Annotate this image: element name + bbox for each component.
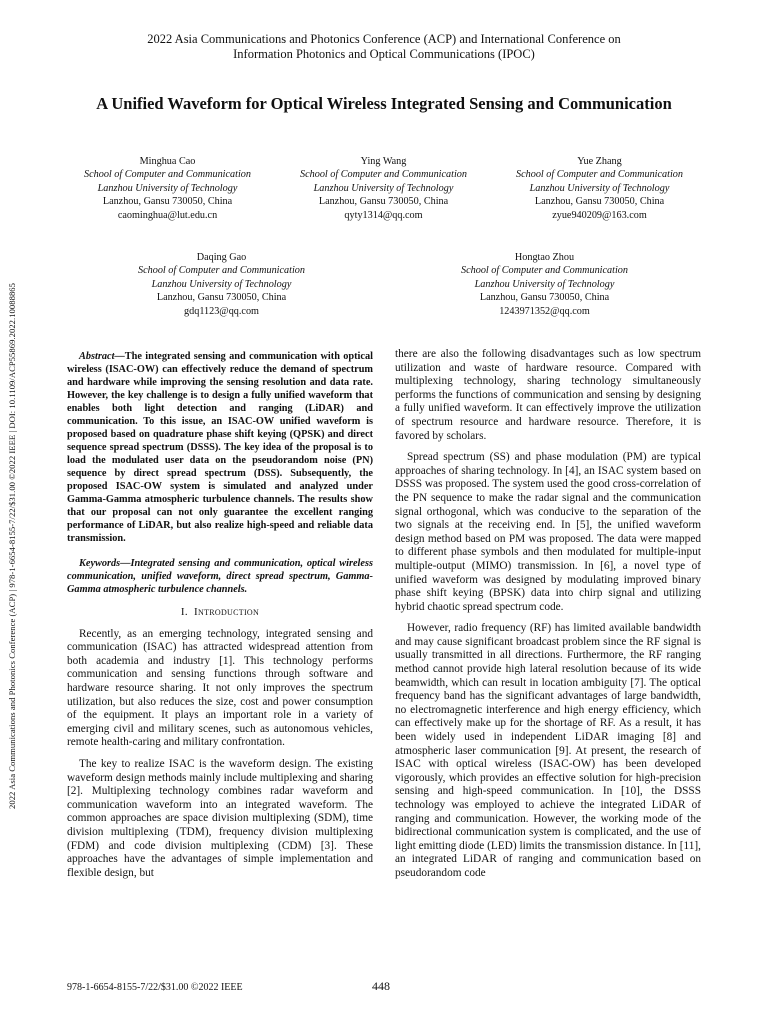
paragraph: there are also the following disadvantages such as low spectrum utilization and waste of hardware resource. Compared with multiplexing technology, sharing technology simultaneously performs the functions of communication and sensing by designing a fully unified waveform. It can effectively improve the utilization of spectrum resource and hardware resource. Therefore, it is favored by scholars.: [395, 348, 701, 442]
abstract: [67, 350, 373, 545]
author-university: Lanzhou University of Technology: [151, 278, 292, 290]
author-affiliation: School of Computer and Communication: [138, 265, 305, 277]
paragraph: Spread spectrum (SS) and phase modulation (PM) are typical approaches of sharing technology. In [4], an ISAC system based on DSSS was proposed. The system used the good cross-correlation of the PN sequence to make the radar signal and the communication signal orthogonal, which was conducive to the separation of the two signals at the receiving end. In [5], the unified waveform design method based on PM was proposed. The data were mapped to different phase symbols and then modulated for multiple-input multiple-output (MIMO) transmission. In [6], a novel type of unified waveform was designed by modulating improved binary phase shift keying (BPSK) data into chirp signal and utilizing hybrid chaotic spread spectrum code.: [395, 451, 701, 613]
author-address: Lanzhou, Gansu 730050, China: [102, 196, 233, 208]
paragraph: Recently, as an emerging technology, integrated sensing and communication (ISAC) has attracted widespread attention from both academia and industry [1]. This technology performs communication and sensing functions through software and hardware resource sharing. It not only improves the spectrum utilization, but also reduces the size, cost and power consumption of the equipment. It plays an important role in a variety of emerging civil and military scenes, such as autonomous vehicles, remote health-caring and military confrontation.: [67, 627, 373, 749]
conference-line-1: 2022 Asia Communications and Photonics Conference (ACP) and International Conference on: [147, 32, 621, 46]
paragraph: The key to realize ISAC is the waveform design. The existing waveform design methods mainly include multiplexing and sharing [2]. Multiplexing technology combines radar waveform and communication waveform into an integrated waveform. The common approaches are space division multiplexing (SDM), time division multiplexing (TDM), frequency division multiplexing (FDM) and code division multiplexing (CDM) [3]. These approaches have the advantages of simple implementation and flexible design, but: [67, 757, 373, 879]
footer-isbn: 978-1-6654-8155-7/22/$31.00 ©2022 IEEE: [67, 982, 243, 993]
paper-title: A Unified Waveform for Optical Wireless Integrated Sensing and Communication: [96, 94, 672, 113]
author-university: Lanzhou University of Technology: [529, 182, 670, 194]
author-email: zyue940209@163.com: [552, 209, 647, 221]
author-university: Lanzhou University of Technology: [97, 182, 238, 194]
author-affiliation: School of Computer and Communication: [300, 169, 467, 181]
page-number: 448: [372, 979, 390, 993]
author-address: Lanzhou, Gansu 730050, China: [534, 196, 665, 208]
keywords-label: Keywords—: [79, 558, 131, 569]
keywords-text: Integrated sensing and communication, optical wireless communication, unified waveform, direct spread spectrum, Gamma-Gamma atmospheric turbulence channels.: [67, 558, 373, 595]
author-block: [114, 251, 329, 318]
author-email: 1243971352@qq.com: [499, 305, 590, 317]
author-university: Lanzhou University of Technology: [474, 278, 615, 290]
keywords: [67, 557, 373, 596]
author-email: gdq1123@qq.com: [184, 305, 259, 317]
author-block: [492, 155, 707, 222]
section-heading: [67, 606, 373, 620]
abstract-label: Abstract—: [79, 351, 125, 362]
author-name: Ying Wang: [360, 156, 407, 167]
author-address: Lanzhou, Gansu 730050, China: [318, 196, 449, 208]
author-university: Lanzhou University of Technology: [313, 182, 454, 194]
author-affiliation: School of Computer and Communication: [516, 169, 683, 181]
author-affiliation: School of Computer and Communication: [84, 169, 251, 181]
author-name: Minghua Cao: [139, 156, 196, 167]
author-name: Hongtao Zhou: [514, 252, 575, 263]
author-block: [437, 251, 652, 318]
paragraph: However, radio frequency (RF) has limited available bandwidth and may cause significant broadcast problem since the RF signal is usually transmitted in all directions. Furthermore, the RF ranging method cannot provide high lateral resolution because of its wide beamwidth, which can result in location ambiguity [7]. The optical frequency band has the significant advantages of large bandwidth, no electromagnetic interference and high energy efficiency, which can effectively make up for the shortage of RF. As a result, it has been widely used in independent LiDAR imaging [8] and atmospheric laser communication [9]. At present, the research of ISAC with optical wireless (ISAC-OW) has been developed vigorously, which provides an effective solution for high-precision sensing and high-speed communication. In [10], the DSSS technology was employed to achieve the integrated LiDAR of ranging and communication. However, the working mode of the bidirectional communication system is complicated, and the use of light emitting diode (LED) limits the transmission distance. In [11], an integrated LiDAR of ranging and communication based on pseudorandom code: [395, 622, 701, 879]
author-block: [60, 155, 275, 222]
side-note: [2, 196, 22, 896]
author-name: Yue Zhang: [577, 156, 622, 167]
author-name: Daqing Gao: [196, 252, 247, 263]
author-address: Lanzhou, Gansu 730050, China: [156, 292, 287, 304]
section-numeral: I.: [180, 606, 188, 618]
author-affiliation: School of Computer and Communication: [461, 265, 628, 277]
conference-header: [0, 32, 768, 62]
conference-line-2: Information Photonics and Optical Communications (IPOC): [233, 47, 535, 61]
section-title: Introduction: [194, 606, 260, 618]
author-block: [276, 155, 491, 222]
right-column: [395, 348, 701, 881]
side-note-text: 2022 Asia Communications and Photonics Conference (ACP) | 978-1-6654-8155-7/22/$31.00 ©2022 IEEE | DOI: 10.1109/ACP55869.2022.10088865: [7, 283, 17, 809]
author-email: caominghua@lut.edu.cn: [117, 209, 218, 221]
left-column: [67, 350, 373, 880]
author-address: Lanzhou, Gansu 730050, China: [479, 292, 610, 304]
abstract-text: The integrated sensing and communication with optical wireless (ISAC-OW) can effectively reduce the demand of spectrum and hardware while improving the sensing resolution and data rate. However, the key challenge is to design a fully unified waveform that enables both light detection and ranging (LiDAR) and communication. To this issue, an ISAC-OW unified waveform is proposed based on quadrature phase shift keying (QPSK) and direct sequence spread spectrum (DSSS). The key idea of the proposal is to load the modulated user data on the pseudorandom noise (PN) sequence by direct spread spectrum (DSS). Subsequently, the proposed ISAC-OW system is simulated and analyzed under Gamma-Gamma atmospheric turbulence channels. The results show that our proposal can not only guarantee the excellent ranging performance of LiDAR, but also realize high-speed and reliable data transmission.: [67, 351, 373, 544]
author-email: qyty1314@qq.com: [344, 209, 423, 221]
